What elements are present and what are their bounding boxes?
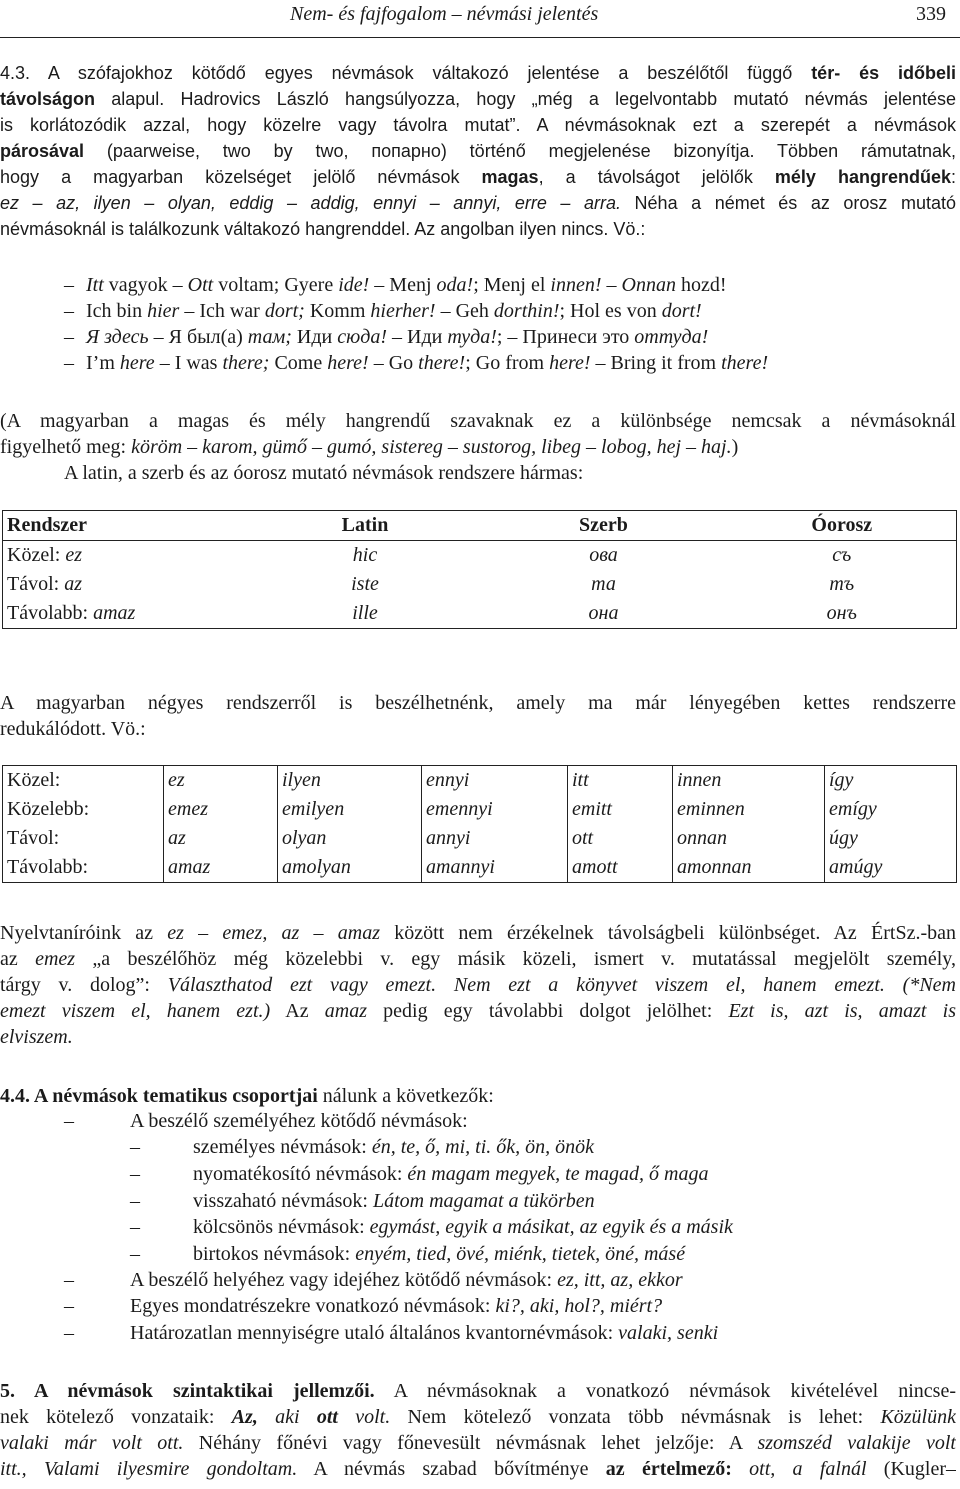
text-run: : — [951, 167, 956, 187]
row-label: Közel: — [3, 766, 164, 796]
table-cell: amonnan — [673, 853, 825, 883]
text-line: 5. A névmások szintaktikai jellemzői. A névmásoknak a vonatkozó névmások kivételével nincse- — [0, 1380, 956, 1402]
bold-term: párosával — [0, 141, 85, 161]
text-line — [0, 190, 956, 216]
table-cell: amolyan — [278, 853, 422, 883]
row-label: Távol: — [3, 824, 164, 853]
list-item: – Határozatlan mennyiségre utaló általános kvantornévmások: valaki, senki — [64, 1322, 719, 1344]
column-header: Latin — [251, 511, 480, 541]
table-cell: itt — [568, 766, 673, 796]
example-line: – I’m here – I was there; Come here! – Go there!; Go from here! – Bring it from there! — [64, 352, 769, 374]
text-line: Nyelvtaníróink az ez – emez, az – amaz között nem érzékelnek távolságbeli különbséget. Az ÉrtSz.-ban — [0, 922, 956, 944]
hungarian-pronoun-table — [2, 765, 957, 883]
paragraph-negyes — [0, 690, 956, 742]
paragraph-nyelvtaniroink — [0, 920, 956, 1050]
text-line: 4.4. A névmások tematikus csoportjai nálunk a következők: — [0, 1085, 494, 1107]
table-cell: amaz — [164, 853, 278, 883]
example-line: – Itt vagyok – Ott voltam; Gyere ide! – Menj oda!; Menj el innen! – Onnan hozd! — [64, 274, 727, 296]
list-item: – nyomatékosító névmások: én magam megyek, te magad, ő maga — [130, 1163, 709, 1185]
table-cell: iste — [351, 573, 379, 595]
table-cell: az — [164, 824, 278, 853]
table-cell: съ — [832, 544, 852, 566]
example-line: – Я здесь – Я был(а) там; Иди сюда! – Иди туда!; – Принеси это оттуда! — [64, 326, 709, 348]
table-cell: eminnen — [673, 795, 825, 824]
table-cell: та — [591, 573, 616, 595]
text-run: alapul. Hadrovics László hangsúlyozza, hogy „még a legelvontabb mutató névmás jelentése — [95, 89, 956, 109]
text-line: elviszem. — [0, 1026, 73, 1048]
text-line: A magyarban négyes rendszerről is beszélhetnénk, amely ma már lényegében kettes rendszerre — [0, 692, 956, 714]
table-cell: úgy — [829, 827, 858, 849]
table-cell: ennyi — [422, 766, 568, 796]
table-cell: emitt — [568, 795, 673, 824]
table-row — [3, 766, 957, 796]
row-label: Közel: ez — [7, 544, 82, 566]
text-line: az emez „a beszélőhöz még közelebbi v. egy másik közeli, ismert v. mutatással megjelölt személy, — [0, 948, 956, 970]
bold-term: mély hangrendűek — [774, 167, 951, 187]
table-cell: onnan — [673, 824, 825, 853]
table-row — [3, 599, 957, 629]
text-line — [0, 164, 956, 190]
table-cell: ilyen — [278, 766, 422, 796]
table-cell: hic — [352, 544, 378, 566]
table-cell: emilyen — [278, 795, 422, 824]
table-cell: amúgy — [829, 856, 883, 878]
bold-term: magas — [481, 167, 539, 187]
pronoun-system-table — [2, 510, 957, 629]
text-line: tárgy v. dolog”: Választhatod ezt vagy emezt. Nem ezt a könyvet viszem el, hanem emezt. (*Nem — [0, 974, 956, 996]
list-item: – A beszélő személyéhez kötődő névmások: — [64, 1110, 468, 1132]
text-line: valaki már volt ott. Néhány főnévi vagy főnevesült névmásnak lehet jelzője: A szomszéd valakije volt — [0, 1432, 956, 1454]
table-cell: emennyi — [422, 795, 568, 824]
text-run: figyelhető meg: — [0, 436, 132, 458]
running-header — [0, 0, 960, 40]
row-label: Távol: az — [7, 573, 83, 595]
italic-examples: köröm – karom, gümő – gumó, sistereg – sustorog, libeg – lobog, hej – haj. — [131, 436, 732, 458]
text-run: hogy a magyarban közelséget jelölő névmások — [0, 167, 482, 187]
running-title: Nem- és fajfogalom – névmási jelentés — [290, 3, 599, 25]
table-cell: emez — [164, 795, 278, 824]
list-item: – kölcsönös névmások: egymást, egyik a másikat, az egyik és a másik — [130, 1216, 733, 1238]
header-rule — [0, 37, 960, 38]
dash: – — [64, 274, 74, 296]
table-row — [3, 853, 957, 883]
text-run: , a távolságot jelölők — [538, 167, 775, 187]
text-line — [0, 60, 956, 86]
column-header: Rendszer — [3, 511, 251, 541]
column-header: Szerb — [479, 511, 727, 541]
text-line: A latin, a szerb és az óorosz mutató névmások rendszere hármas: — [64, 462, 584, 484]
text-line: nek kötelező vonzataik: Az, aki ott volt. Nem kötelező vonzata több névmásnak is lehet: Közülünk — [0, 1406, 956, 1428]
column-header: Óorosz — [728, 511, 957, 541]
text-line: itt., Valami ilyesmire gondoltam. A névmás szabad bővítménye az értelmező: ott, a falnál (Kugler– — [0, 1458, 956, 1480]
table-row — [3, 570, 957, 599]
text-run: 4.3. A szófajokhoz kötődő egyes névmások váltakozó jelentése a beszélőtől függő — [0, 63, 812, 83]
text-run: ) — [731, 436, 739, 458]
table-row — [3, 824, 957, 853]
list-item: – A beszélő helyéhez vagy idejéhez kötődő névmások: ez, itt, az, ekkor — [64, 1269, 683, 1291]
table-cell: ez — [164, 766, 278, 796]
text-line: is korlátozódik azzal, hogy közelre vagy távolra mutat”. A névmásoknak ezt a szerepét a névmások — [0, 115, 956, 135]
table-header-row — [3, 511, 957, 541]
text-line: (A magyarban a magas és mély hangrendű szavaknak ez a különbsége nemcsak a névmásoknál — [0, 410, 956, 432]
table-cell: emígy — [829, 798, 877, 820]
text-run: Néha a német és az orosz mutató — [621, 193, 956, 213]
section-5 — [0, 1378, 956, 1482]
dash: – — [64, 352, 74, 374]
section-4-4-heading — [0, 1083, 956, 1109]
text-line — [0, 434, 956, 460]
italic-examples: ez – az, ilyen – olyan, eddig – addig, ennyi – annyi, erre – arra. — [0, 193, 621, 213]
bold-term: távolságon — [0, 89, 96, 109]
row-label: Távolabb: amaz — [7, 602, 136, 624]
table-cell: она — [588, 602, 619, 624]
text-line — [0, 138, 956, 164]
text-line: emezt viszem el, hanem ezt.) Az amaz pedig egy távolabbi dolgot jelölhet: Ezt is, azt is, amazt is — [0, 1000, 956, 1022]
example-line: – Ich bin hier – Ich war dort; Komm hierher! – Geh dorthin!; Hol es von dort! — [64, 300, 702, 322]
table-cell: ott — [568, 824, 673, 853]
table-cell: ille — [352, 602, 378, 624]
table-cell: amannyi — [422, 853, 568, 883]
list-item: – személyes névmások: én, te, ő, mi, ti. ők, ön, önök — [130, 1136, 595, 1158]
list-item: – visszaható névmások: Látom magamat a tükörben — [130, 1190, 595, 1212]
text-run: (paarweise, two by two, попарно) történő megjelenése bizonyítja. Többen rámutatnak, — [84, 141, 956, 161]
page-number: 339 — [916, 3, 946, 25]
text-line — [0, 86, 956, 112]
bold-term: tér- és időbeli — [811, 63, 956, 83]
paragraph-hangrend — [0, 408, 956, 486]
text-line: névmásoknál is találkozunk váltakozó hangrenddel. Az angolban ilyen nincs. Vö.: — [0, 219, 646, 239]
table-row — [3, 795, 957, 824]
list-item: – Egyes mondatrészekre vonatkozó névmások: ki?, aki, hol?, miért? — [64, 1295, 663, 1317]
row-label: Távolabb: — [3, 853, 164, 883]
table-cell: így — [829, 769, 854, 791]
dash: – — [64, 300, 74, 322]
table-cell: ова — [589, 544, 618, 566]
table-cell: онъ — [826, 602, 857, 624]
table-cell: amott — [568, 853, 673, 883]
text-line: redukálódott. Vö.: — [0, 718, 146, 740]
table-cell: olyan — [278, 824, 422, 853]
table-cell: тъ — [829, 573, 855, 595]
table-row — [3, 541, 957, 571]
table-cell: innen — [673, 766, 825, 796]
paragraph-4-3 — [0, 60, 956, 242]
dash: – — [64, 326, 74, 348]
row-label: Közelebb: — [3, 795, 164, 824]
table-cell: annyi — [422, 824, 568, 853]
list-item: – birtokos névmások: enyém, tied, övé, miénk, tietek, öné, másé — [130, 1243, 686, 1265]
